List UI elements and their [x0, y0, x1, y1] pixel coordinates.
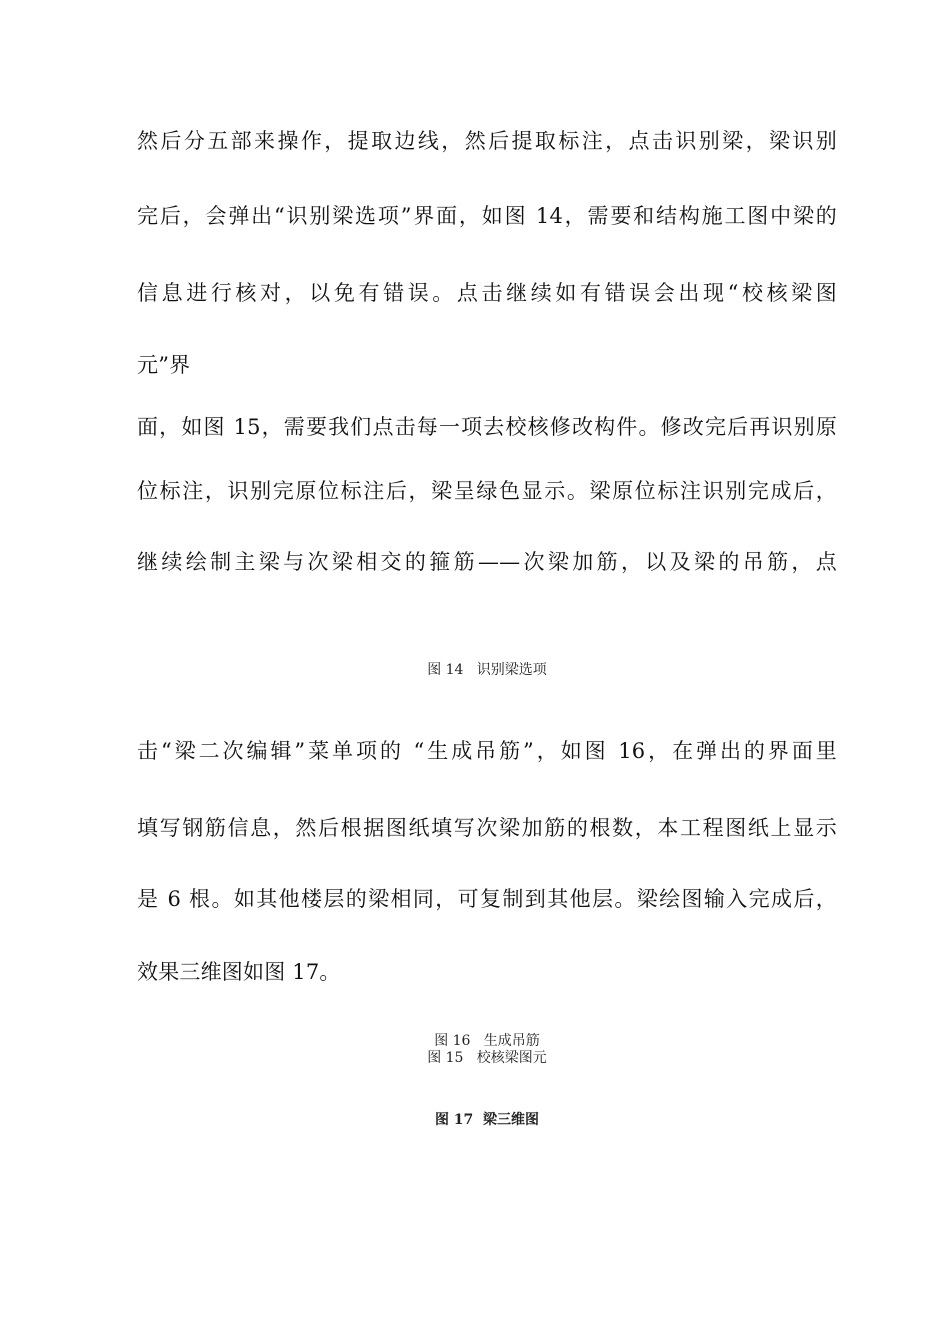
paragraph2-line-1: 击“梁二次编辑”菜单项的 “生成吊筋”，如图 16，在弹出的界面里: [137, 739, 837, 763]
figure-17-caption: 图 17 梁三维图: [434, 1112, 540, 1128]
paragraph1-line-6: 位标注，识别完原位标注后，梁呈绿色显示。梁原位标注识别完成后，: [137, 479, 837, 503]
paragraph1-line-1: 然后分五部来操作，提取边线，然后提取标注，点击识别梁，梁识别: [137, 129, 837, 153]
paragraph2-line-2: 填写钢筋信息，然后根据图纸填写次梁加筋的根数，本工程图纸上显示: [137, 816, 837, 840]
paragraph1-line-7: 继续绘制主梁与次梁相交的箍筋——次梁加筋，以及梁的吊筋，点: [137, 550, 837, 574]
paragraph2-line-3: 是 6 根。如其他楼层的梁相同，可复制到其他层。梁绘图输入完成后，: [137, 887, 837, 911]
figure-16-caption: 图 16 生成吊筋: [434, 1033, 540, 1049]
paragraph1-line-5: 面，如图 15，需要我们点击每一项去校核修改构件。修改完后再识别原: [137, 415, 837, 439]
paragraph1-line-2: 完后，会弹出“识别梁选项”界面，如图 14，需要和结构施工图中梁的: [137, 204, 837, 228]
figure-15-caption: 图 15 校核梁图元: [427, 1050, 547, 1066]
figure-14-caption: 图 14 识别梁选项: [427, 662, 547, 678]
paragraph1-line-3: 信息进行核对，以免有错误。点击继续如有错误会出现“校核梁图: [137, 281, 837, 305]
paragraph1-line-4: 元”界: [137, 353, 191, 377]
paragraph2-line-4: 效果三维图如图 17。: [137, 960, 341, 984]
